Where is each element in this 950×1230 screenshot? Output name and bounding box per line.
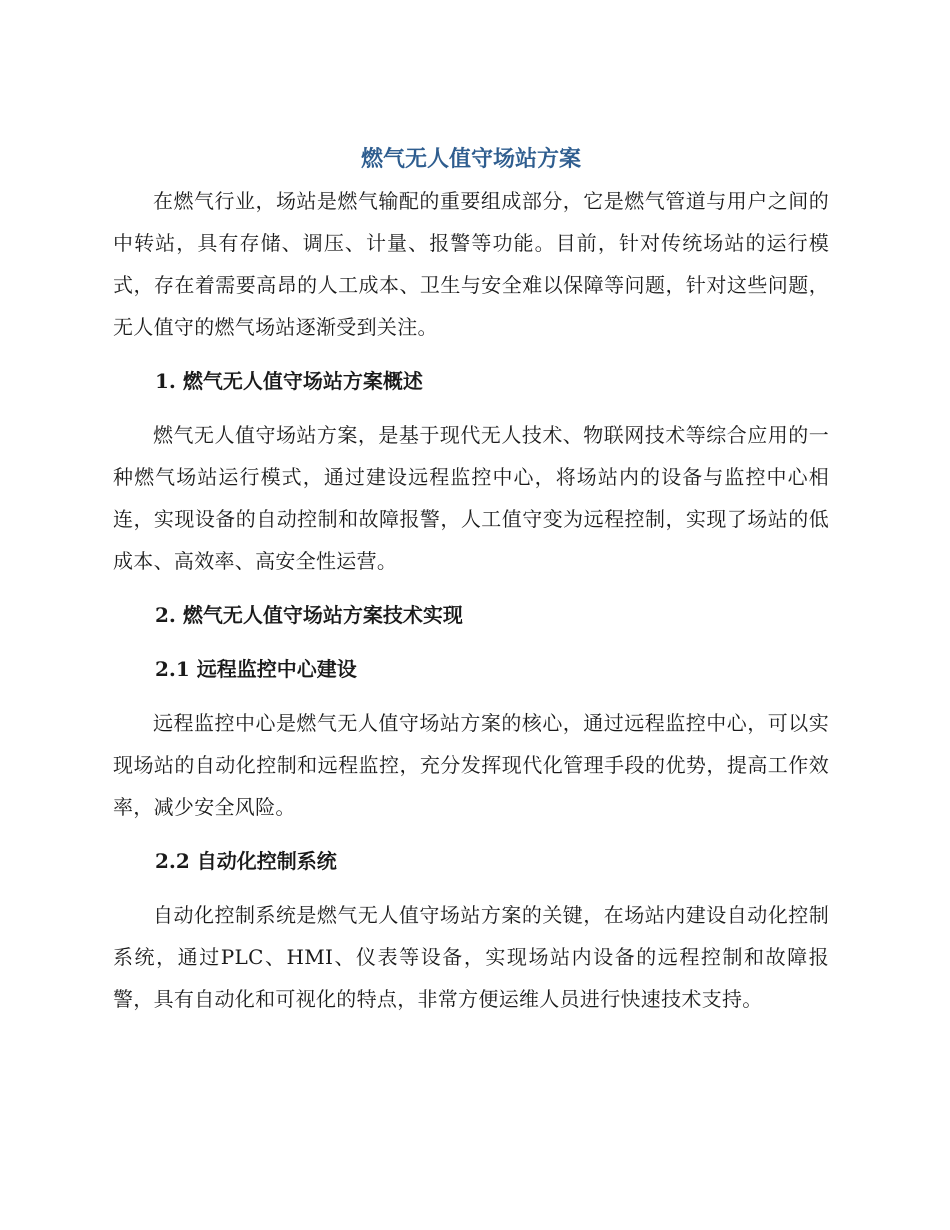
spacer (113, 828, 829, 840)
spacer (113, 582, 829, 594)
spacer (113, 690, 829, 702)
spacer (113, 882, 829, 894)
section-body-2-2: 自动化控制系统是燃气无人值守场站方案的关键，在场站内建设自动化控制系统，通过PLC、HMI、仪表等设备，实现场站内设备的远程控制和故障报警，具有自动化和可视化的特点，非常方便运维人员进行快速技术支持。 (113, 903, 829, 1011)
section-heading-2-2: 2.2 自动化控制系统 (155, 849, 337, 873)
section-heading-1: 1. 燃气无人值守场站方案概述 (155, 369, 423, 393)
document-title: 燃气无人值守场站方案 (360, 147, 581, 172)
intro-paragraph: 在燃气行业，场站是燃气输配的重要组成部分，它是燃气管道与用户之间的中转站，具有存储、调压、计量、报警等功能。目前，针对传统场站的运行模式，存在着需要高昂的人工成本、卫生与安全难以保障等问题，针对这些问题，无人值守的燃气场站逐渐受到关注。 (113, 189, 829, 339)
spacer (113, 348, 829, 360)
section-body-1: 燃气无人值守场站方案，是基于现代无人技术、物联网技术等综合应用的一种燃气场站运行模式，通过建设远程监控中心，将场站内的设备与监控中心相连，实现设备的自动控制和故障报警，人工值守变为远程控制，实现了场站的低成本、高效率、高安全性运营。 (113, 423, 829, 573)
spacer (113, 402, 829, 414)
section-body-2-1: 远程监控中心是燃气无人值守场站方案的核心，通过远程监控中心，可以实现场站的自动化控制和远程监控，充分发挥现代化管理手段的优势，提高工作效率，减少安全风险。 (113, 711, 829, 819)
document-content (113, 140, 829, 1020)
section-heading-2-1: 2.1 远程监控中心建设 (155, 657, 357, 681)
section-heading-2: 2. 燃气无人值守场站方案技术实现 (155, 603, 463, 627)
spacer (113, 636, 829, 648)
